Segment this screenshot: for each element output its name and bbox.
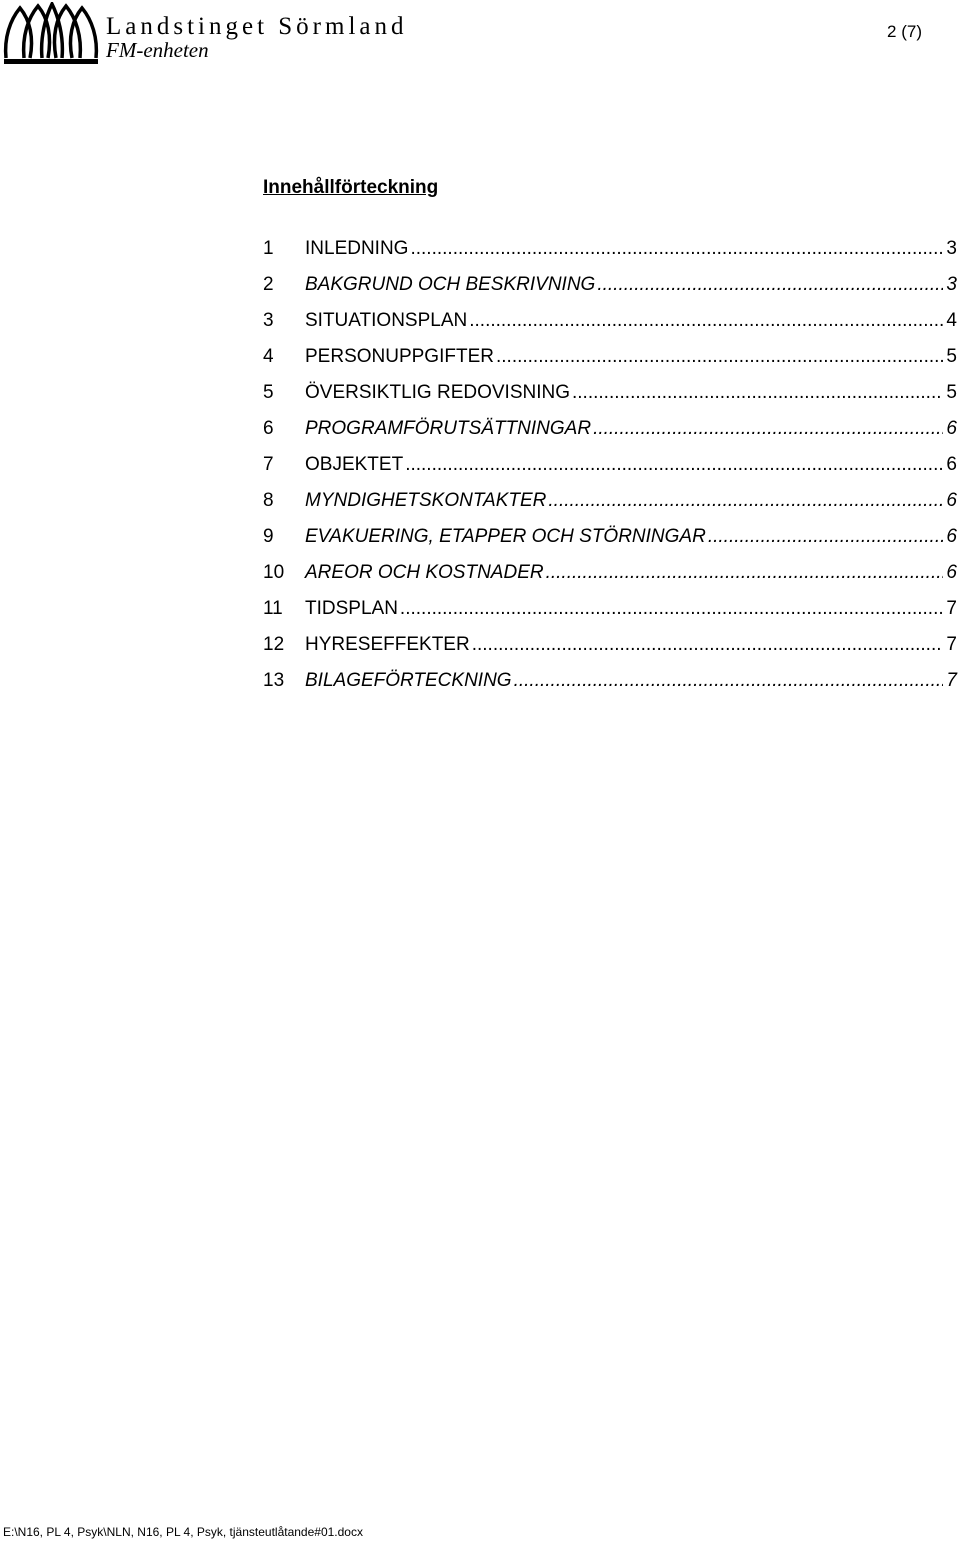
toc-entry-number: 11 [263, 598, 283, 619]
toc-leader-dots [597, 273, 943, 297]
toc-entry-title: BILAGEFÖRTECKNING [305, 670, 512, 691]
toc-entry-number: 12 [263, 634, 285, 655]
toc-entry[interactable] [263, 561, 957, 597]
toc-leader-dots [472, 633, 944, 657]
toc-entry[interactable] [263, 273, 957, 309]
toc-entry-title: HYRESEFFEKTER [305, 634, 470, 655]
toc-entry-page: 5 [946, 346, 957, 367]
toc-entry[interactable] [263, 237, 957, 273]
organization-logo [2, 2, 482, 66]
toc-entry-number: 1 [263, 238, 274, 259]
toc-entry-title: ÖVERSIKTLIG REDOVISNING [305, 382, 570, 403]
toc-entry-title: PROGRAMFÖRUTSÄTTNINGAR [305, 418, 592, 439]
file-path-footer: E:\N16, PL 4, Psyk\NLN, N16, PL 4, Psyk, tjänsteutlåtande#01.docx [3, 1525, 363, 1539]
toc-entry-page: 7 [946, 598, 957, 619]
toc-entry-title: INLEDNING [305, 238, 409, 259]
toc-entry[interactable] [263, 453, 957, 489]
toc-leader-dots [410, 237, 943, 261]
toc-entry-page: 6 [946, 490, 957, 511]
toc-entry-number: 13 [263, 670, 285, 691]
toc-entry-number: 5 [263, 382, 274, 403]
toc-entry-title: PERSONUPPGIFTER [305, 346, 494, 367]
toc-entry[interactable] [263, 309, 957, 345]
organization-name: Landstinget Sörmland [106, 13, 408, 40]
toc-leader-dots [572, 381, 943, 405]
toc-leader-dots [593, 417, 943, 441]
toc-entry-number: 9 [263, 526, 274, 547]
toc-entry-page: 7 [946, 634, 957, 655]
toc-entry[interactable] [263, 489, 957, 525]
toc-entry-number: 10 [263, 562, 285, 583]
toc-entry-page: 6 [946, 562, 957, 583]
toc-entry-number: 4 [263, 346, 274, 367]
toc-leader-dots [469, 309, 943, 333]
toc-leader-dots [548, 489, 943, 513]
toc-entry-title: BAKGRUND OCH BESKRIVNING [305, 274, 596, 295]
toc-entry-page: 3 [946, 238, 957, 259]
toc-entry-title: TIDSPLAN [305, 598, 398, 619]
toc-entry-number: 2 [263, 274, 274, 295]
toc-entry-number: 8 [263, 490, 274, 511]
toc-entry-page: 6 [946, 418, 957, 439]
toc-entry[interactable] [263, 669, 957, 705]
unit-name: FM-enheten [106, 38, 209, 62]
toc-entry-page: 5 [946, 382, 957, 403]
toc-leader-dots [400, 597, 944, 621]
toc-entry-page: 7 [946, 670, 957, 691]
page-number: 2 (7) [887, 22, 922, 41]
toc-entry[interactable] [263, 345, 957, 381]
toc-entry[interactable] [263, 597, 957, 633]
table-of-contents [263, 237, 957, 705]
toc-leader-dots [546, 561, 944, 585]
toc-entry[interactable] [263, 525, 957, 561]
toc-entry-page: 6 [946, 526, 957, 547]
toc-entry-title: OBJEKTET [305, 454, 404, 475]
toc-leader-dots [405, 453, 943, 477]
toc-leader-dots [496, 345, 943, 369]
toc-entry-title: SITUATIONSPLAN [305, 310, 468, 331]
toc-entry-page: 3 [946, 274, 957, 295]
toc-leader-dots [514, 669, 944, 693]
toc-heading: Innehållförteckning [263, 177, 439, 198]
toc-leader-dots [708, 525, 944, 549]
toc-entry-page: 4 [946, 310, 957, 331]
toc-entry-number: 7 [263, 454, 274, 475]
lotus-logo-icon [2, 2, 100, 66]
toc-entry-number: 6 [263, 418, 274, 439]
toc-entry-title: EVAKUERING, ETAPPER OCH STÖRNINGAR [305, 526, 706, 547]
toc-entry[interactable] [263, 417, 957, 453]
toc-entry-title: AREOR OCH KOSTNADER [305, 562, 544, 583]
toc-entry-title: MYNDIGHETSKONTAKTER [305, 490, 547, 511]
toc-entry[interactable] [263, 633, 957, 669]
toc-entry-page: 6 [946, 454, 957, 475]
toc-entry[interactable] [263, 381, 957, 417]
toc-entry-number: 3 [263, 310, 274, 331]
